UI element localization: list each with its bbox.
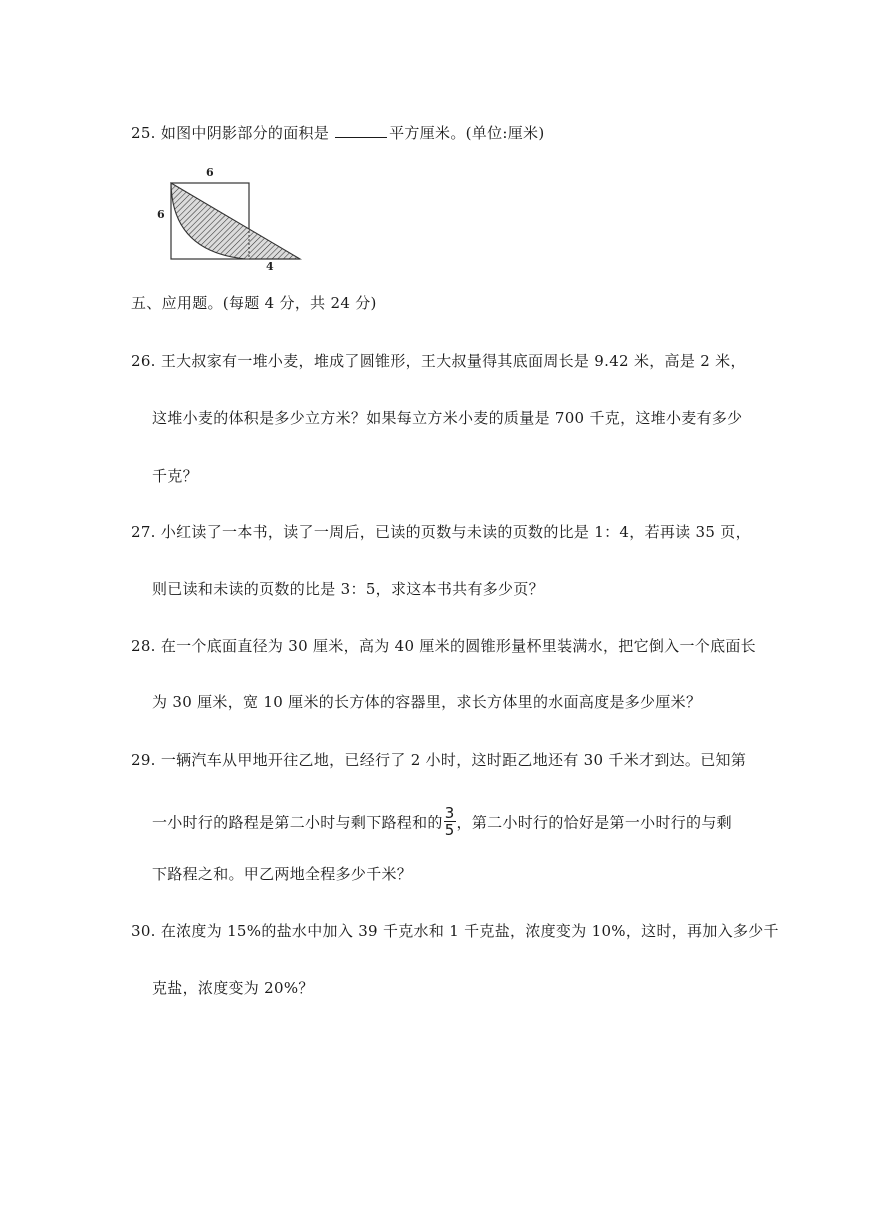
fraction-numerator: 3 [444, 804, 455, 822]
fraction-denominator: 5 [444, 821, 455, 839]
answer-blank[interactable] [335, 123, 387, 138]
shaded-area-figure [150, 160, 310, 270]
question-29-line-2 [152, 804, 732, 840]
label-bottom: 4 [266, 260, 274, 270]
question-27-line-1: 27. 小红读了一本书，读了一周后，已读的页数与未读的页数的比是 1：4，若再读 35 页， [131, 523, 751, 541]
fraction [444, 805, 456, 838]
question-27-line-2: 则已读和未读的页数的比是 3：5，求这本书共有多少页？ [152, 580, 544, 598]
shaded-region [171, 183, 300, 259]
question-28-line-1: 28. 在一个底面直径为 30 厘米，高为 40 厘米的圆锥形量杯里装满水，把它倒入一个底面长 [131, 637, 756, 655]
label-top: 6 [206, 166, 214, 179]
question-25 [131, 123, 544, 143]
question-29-line-3: 下路程之和。甲乙两地全程多少千米？ [152, 865, 413, 883]
label-left: 6 [157, 208, 165, 221]
question-30-line-2: 克盐，浓度变为 20%？ [152, 979, 314, 997]
question-26-line-2: 这堆小麦的体积是多少立方米？如果每立方米小麦的质量是 700 千克，这堆小麦有多少 [152, 409, 743, 427]
question-25-text: 25. 如图中阴影部分的面积是 [131, 124, 330, 142]
question-26-line-1: 26. 王大叔家有一堆小麦，堆成了圆锥形，王大叔量得其底面周长是 9.42 米，高是 2 米， [131, 352, 746, 370]
question-29-line-2-after: ，第二小时行的恰好是第一小时行的与剩 [456, 813, 732, 832]
question-26-line-3: 千克？ [152, 467, 198, 485]
question-25-unit-text: 平方厘米。(单位:厘米) [389, 124, 545, 142]
section-title: 五、应用题。(每题 4 分，共 24 分) [131, 294, 377, 312]
question-30-line-1: 30. 在浓度为 15%的盐水中加入 39 千克水和 1 千克盐，浓度变为 10%，这时，再加入多少千 [131, 922, 779, 940]
question-29-line-2-before: 一小时行的路程是第二小时与剩下路程和的 [152, 813, 443, 832]
question-29-line-1: 29. 一辆汽车从甲地开往乙地，已经行了 2 小时，这时距乙地还有 30 千米才到达。已知第 [131, 751, 747, 769]
question-28-line-2: 为 30 厘米，宽 10 厘米的长方体的容器里，求长方体里的水面高度是多少厘米？ [152, 693, 702, 711]
